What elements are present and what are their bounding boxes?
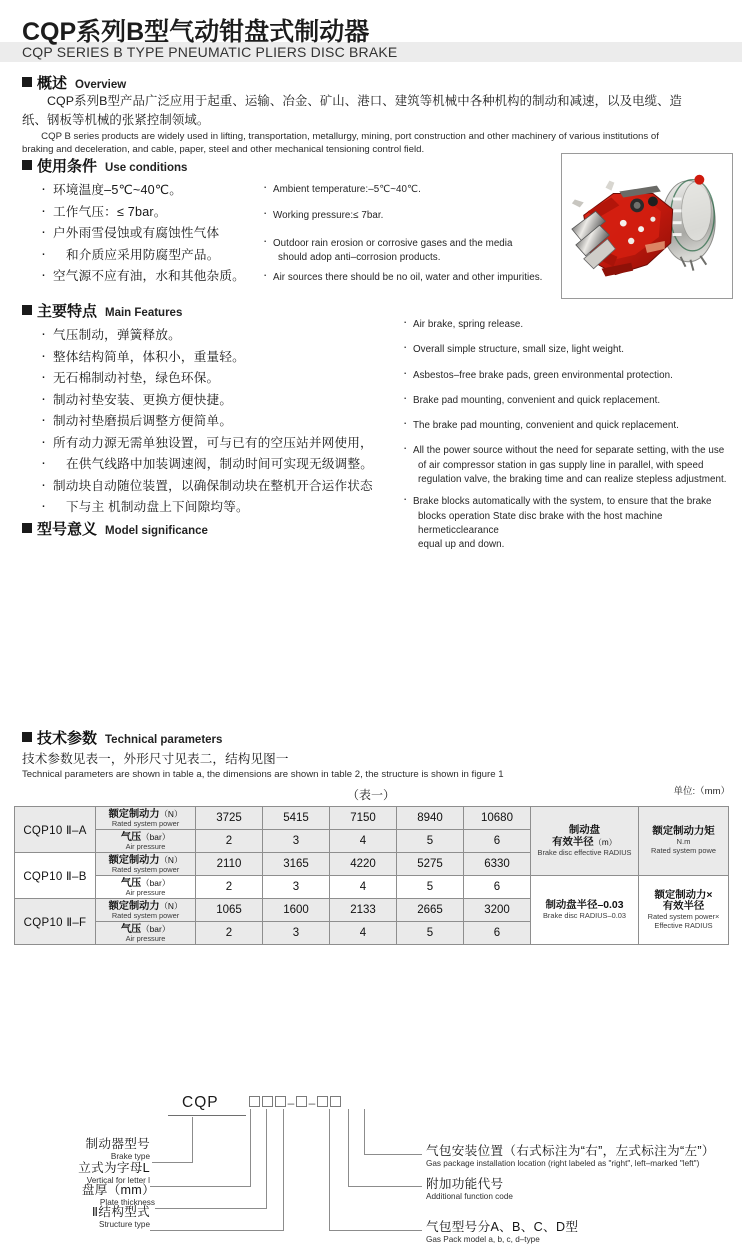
cell-value: 4 xyxy=(330,876,397,899)
formula-en-line2: Effective RADIUS xyxy=(654,920,713,930)
leader-line-v6 xyxy=(348,1109,349,1187)
row-label-en: Air pressure xyxy=(125,841,166,851)
model-heading-en: Model significance xyxy=(105,525,208,537)
row-label-zh: 额定制动力（N） xyxy=(108,900,183,912)
cell-value: 5 xyxy=(397,876,464,899)
leader-line-v1 xyxy=(192,1117,193,1163)
product-illustration xyxy=(562,154,732,298)
cell-value: 4220 xyxy=(330,853,397,876)
model-label-en: Brake type xyxy=(110,1152,150,1161)
cell-value: 6 xyxy=(464,922,531,945)
cell-value: 5275 xyxy=(397,853,464,876)
list-item-line2: of air compressor station in gas supply line in parallel, with speed xyxy=(418,459,704,471)
technical-note-zh: 技术参数见表一，外形尺寸见表二，结构见图一 xyxy=(22,752,289,766)
row-label-pressure-b xyxy=(96,876,196,899)
list-item-continuation: · 下与主 机制动盘上下间隙均等。 xyxy=(40,497,415,518)
model-pattern-boxes xyxy=(248,1095,342,1110)
list-item-line2: should adop anti–corrosion products. xyxy=(278,251,441,263)
row-label-en: Air pressure xyxy=(125,887,166,897)
list-item-line1: Asbestos–free brake pads, green environmental protection. xyxy=(413,369,673,381)
table-caption: （表一） xyxy=(346,788,395,802)
formula-zh: 制动盘半径–0.03 xyxy=(545,899,624,911)
model-label-additional-function xyxy=(426,1176,726,1202)
cell-value: 3 xyxy=(263,830,330,853)
list-item-line1: Outdoor rain erosion or corrosive gases and the media xyxy=(273,237,513,249)
leader-line-v3 xyxy=(266,1109,267,1209)
leader-line-h5 xyxy=(329,1230,422,1231)
cell-value: 6330 xyxy=(464,853,531,876)
overview-heading-zh: 概述 xyxy=(37,75,68,92)
main-features-en-list xyxy=(402,318,738,553)
list-item xyxy=(402,369,738,383)
model-dash-2: – xyxy=(308,1096,316,1110)
header-rated-torque xyxy=(639,807,729,876)
list-item: · 制动衬垫安装、更换方便快捷。 xyxy=(40,390,415,411)
leader-line-v2 xyxy=(250,1109,251,1187)
list-item-line1: All the power source without the need for separate setting, with the use xyxy=(413,445,725,457)
list-item xyxy=(262,183,558,197)
cell-value: 1065 xyxy=(196,899,263,922)
list-item: · 制动衬垫磨损后调整方便简单。 xyxy=(40,411,415,432)
list-item: · 无石棉制动衬垫，绿色环保。 xyxy=(40,368,415,389)
formula-en-line1: Rated system power× xyxy=(647,912,720,922)
model-box-5 xyxy=(317,1096,328,1107)
model-label-brake-type xyxy=(0,1137,150,1162)
leader-line-h7 xyxy=(364,1154,422,1155)
table-row xyxy=(15,807,729,830)
model-label-zh: 气包安装位置（右式标注为“右”，左式标注为“左”） xyxy=(426,1144,715,1158)
row-label-zh: 气压（bar） xyxy=(120,831,171,843)
cell-value: 2133 xyxy=(330,899,397,922)
list-item-continuation: · 在供气线路中加装调速阀，制动时间可实现无级调整。 xyxy=(40,454,415,475)
model-cell-f: CQP10 Ⅱ–F xyxy=(15,899,96,945)
header-brake-disc-radius xyxy=(531,807,639,876)
cell-value: 8940 xyxy=(397,807,464,830)
cell-value: 5 xyxy=(397,922,464,945)
model-label-zh: 附加功能代号 xyxy=(426,1177,504,1191)
list-item xyxy=(402,318,738,332)
cell-value: 4 xyxy=(330,830,397,853)
row-label-zh: 额定制动力（N） xyxy=(108,854,183,866)
list-item: · 整体结构简单，体积小，重量轻。 xyxy=(40,347,415,368)
technical-heading-en: Technical parameters xyxy=(105,734,223,746)
row-label-power-f xyxy=(96,899,196,922)
leader-line-h1 xyxy=(152,1162,193,1163)
list-item-line2: blocks operation State disc brake with the host machine hermeticclearance xyxy=(418,510,663,536)
main-features-zh-list xyxy=(40,325,415,519)
page-title: CQP系列B型气动钳盘式制动器 xyxy=(22,18,370,46)
row-label-en: Rated system power xyxy=(111,864,180,874)
cell-value: 3200 xyxy=(464,899,531,922)
use-conditions-en-list xyxy=(262,183,558,285)
list-item-line1: The brake pad mounting, convenient and quick replacement. xyxy=(413,420,679,432)
bullet-square-icon xyxy=(22,77,32,87)
list-item: · 工作气压：≤ 7bar。 xyxy=(40,202,280,223)
model-prefix-underline xyxy=(168,1115,246,1116)
cell-value: 10680 xyxy=(464,807,531,830)
cell-value: 3165 xyxy=(263,853,330,876)
overview-zh-line2: 纸、钢板等机械的张紧控制领域。 xyxy=(22,113,210,127)
cell-value: 2 xyxy=(196,876,263,899)
list-item-line3: regulation valve, the braking time and can realize stepless adjustment. xyxy=(418,474,727,486)
use-conditions-zh-list xyxy=(40,180,280,288)
cell-value: 2 xyxy=(196,830,263,853)
cell-value: 6 xyxy=(464,830,531,853)
list-item xyxy=(262,237,558,266)
model-label-gas-pack-model xyxy=(426,1219,726,1245)
list-item xyxy=(402,419,738,433)
overview-en-line2: braking and deceleration, and cable, paper, steel and other mechanical tensioning control field. xyxy=(22,144,425,155)
model-label-zh: 制动器型号 xyxy=(85,1137,150,1151)
model-label-zh: 气包型号分A、B、C、D型 xyxy=(426,1220,579,1234)
list-item: · 户外雨雪侵蚀或有腐蚀性气体 xyxy=(40,223,280,244)
cell-value: 6 xyxy=(464,876,531,899)
list-item xyxy=(402,495,738,552)
list-item xyxy=(402,444,738,487)
model-dash-1: – xyxy=(287,1096,295,1110)
cell-value: 5 xyxy=(397,830,464,853)
model-box-4 xyxy=(296,1096,307,1107)
list-item xyxy=(262,209,558,223)
section-heading-overview xyxy=(22,72,126,93)
list-item xyxy=(402,343,738,357)
overview-zh-line1: CQP系列B型产品广泛应用于起重、运输、冶金、矿山、港口、建筑等机械中各种机构的制动和减速，以及电缆、造 xyxy=(22,94,683,108)
list-item-line1: Ambient temperature:–5℃~40℃. xyxy=(273,184,421,195)
list-item xyxy=(402,394,738,408)
bullet-square-icon xyxy=(22,523,32,533)
section-heading-main-features xyxy=(22,300,182,321)
formula-brake-disc-radius xyxy=(531,876,639,945)
model-label-structure-type xyxy=(0,1205,150,1230)
list-item-line1: Brake pad mounting, convenient and quick replacement. xyxy=(413,394,661,406)
model-label-en: Vertical for letter l xyxy=(86,1176,150,1185)
list-item-continuation: · 和介质应采用防腐型产品。 xyxy=(40,245,280,266)
row-label-zh: 气压（bar） xyxy=(120,877,171,889)
row-label-pressure-a xyxy=(96,830,196,853)
section-heading-model xyxy=(22,518,208,539)
header-zh: 额定制动力矩 xyxy=(652,826,715,838)
row-label-power-b xyxy=(96,853,196,876)
list-item: · 气压制动，弹簧释放。 xyxy=(40,325,415,346)
list-item-line1: Brake blocks automatically with the system, to ensure that the brake xyxy=(413,496,712,508)
model-cell-b: CQP10 Ⅱ–B xyxy=(15,853,96,899)
model-cell-a: CQP10 Ⅱ–A xyxy=(15,807,96,853)
section-heading-technical xyxy=(22,727,222,748)
header-zh-line1: 制动盘 xyxy=(568,824,601,836)
technical-note-en: Technical parameters are shown in table a, the dimensions are shown in table 2, the structure is shown in figure 1 xyxy=(22,769,504,780)
use-conditions-heading-en: Use conditions xyxy=(105,162,188,174)
main-features-heading-zh: 主要特点 xyxy=(37,303,98,320)
use-conditions-heading-zh: 使用条件 xyxy=(37,158,98,175)
model-label-zh: Ⅱ结构型式 xyxy=(91,1205,150,1219)
model-box-1 xyxy=(249,1096,260,1107)
row-label-en: Air pressure xyxy=(125,933,166,943)
table-row xyxy=(15,876,729,899)
header-unit: N.m xyxy=(676,837,691,847)
cell-value: 7150 xyxy=(330,807,397,830)
model-label-zh: 盘厚（mm） xyxy=(81,1183,155,1197)
technical-parameters-table xyxy=(14,806,729,945)
cell-value: 4 xyxy=(330,922,397,945)
list-item: · 制动块自动随位装置，以确保制动块在整机开合运作状态 xyxy=(40,476,415,497)
model-label-en: Gas package installation location (right labeled as "right", left–marked "left") xyxy=(426,1159,700,1168)
model-label-en: Structure type xyxy=(99,1220,150,1229)
leader-line-v7 xyxy=(364,1109,365,1155)
cell-value: 1600 xyxy=(263,899,330,922)
main-features-heading-en: Main Features xyxy=(105,307,183,319)
overview-en-line1: CQP B series products are widely used in lifting, transportation, metallurgy, mining, port construction and other machinery of various institutions of xyxy=(22,131,659,142)
list-item: · 所有动力源无需单独设置，可与已有的空压站并网使用， xyxy=(40,433,415,454)
model-box-3 xyxy=(275,1096,286,1107)
list-item-line1: Working pressure:≤ 7bar. xyxy=(273,210,384,222)
cell-value: 2110 xyxy=(196,853,263,876)
row-label-pressure-f xyxy=(96,922,196,945)
overview-heading-en: Overview xyxy=(75,79,127,91)
row-label-power-a xyxy=(96,807,196,830)
model-label-en: Plate thickness xyxy=(99,1198,155,1207)
cell-value: 3 xyxy=(263,876,330,899)
leader-line-h2 xyxy=(150,1186,251,1187)
model-label-en: Additional function code xyxy=(426,1192,513,1201)
bullet-square-icon xyxy=(22,305,32,315)
page-subtitle: CQP SERIES B TYPE PNEUMATIC PLIERS DISC BRAKE xyxy=(22,44,398,60)
bullet-square-icon xyxy=(22,732,32,742)
leader-line-h4 xyxy=(150,1230,284,1231)
cell-value: 3725 xyxy=(196,807,263,830)
leader-line-v4 xyxy=(283,1109,284,1231)
technical-heading-zh: 技术参数 xyxy=(37,730,98,747)
cell-value: 5415 xyxy=(263,807,330,830)
model-box-2 xyxy=(262,1096,273,1107)
model-box-6 xyxy=(330,1096,341,1107)
row-label-zh: 气压（bar） xyxy=(120,923,171,935)
header-zh-line2: 有效半径（m） xyxy=(552,836,617,848)
model-heading-zh: 型号意义 xyxy=(37,521,98,538)
formula-zh-line1: 额定制动力× xyxy=(654,889,713,901)
list-item-line1: Air brake, spring release. xyxy=(413,319,524,330)
formula-zh-line2: 有效半径 xyxy=(662,901,705,913)
model-label-zh: 立式为字母L xyxy=(78,1161,150,1175)
model-prefix: CQP xyxy=(182,1094,219,1111)
cell-value: 2 xyxy=(196,922,263,945)
list-item-line3: equal up and down. xyxy=(418,539,505,551)
header-en: Brake disc effective RADIUS xyxy=(537,847,632,857)
list-item: · 环境温度–5℃~40℃。 xyxy=(40,180,280,201)
cell-value: 2665 xyxy=(397,899,464,922)
leader-line-v5 xyxy=(329,1109,330,1231)
cell-value: 3 xyxy=(263,922,330,945)
header-en: Rated system powe xyxy=(651,846,716,856)
formula-rated-torque xyxy=(639,876,729,945)
row-label-zh: 额定制动力（N） xyxy=(108,808,183,820)
row-label-en: Rated system power xyxy=(111,818,180,828)
model-label-en: Gas Pack model a, b, c, d–type xyxy=(426,1235,540,1244)
bullet-square-icon xyxy=(22,160,32,170)
list-item: · 空气源不应有油，水和其他杂质。 xyxy=(40,266,280,287)
leader-line-h6 xyxy=(348,1186,422,1187)
row-label-en: Rated system power xyxy=(111,910,180,920)
list-item xyxy=(262,271,558,285)
product-photo xyxy=(561,153,733,299)
table-unit-label: 单位:（mm） xyxy=(673,786,730,797)
section-heading-use-conditions xyxy=(22,155,187,176)
list-item-line1: Overall simple structure, small size, light weight. xyxy=(413,344,625,356)
leader-line-h3 xyxy=(155,1208,267,1209)
model-label-gas-package-position xyxy=(426,1143,740,1169)
formula-en: Brake disc RADIUS–0.03 xyxy=(543,910,626,920)
list-item-line1: Air sources there should be no oil, water and other impurities. xyxy=(273,272,543,284)
